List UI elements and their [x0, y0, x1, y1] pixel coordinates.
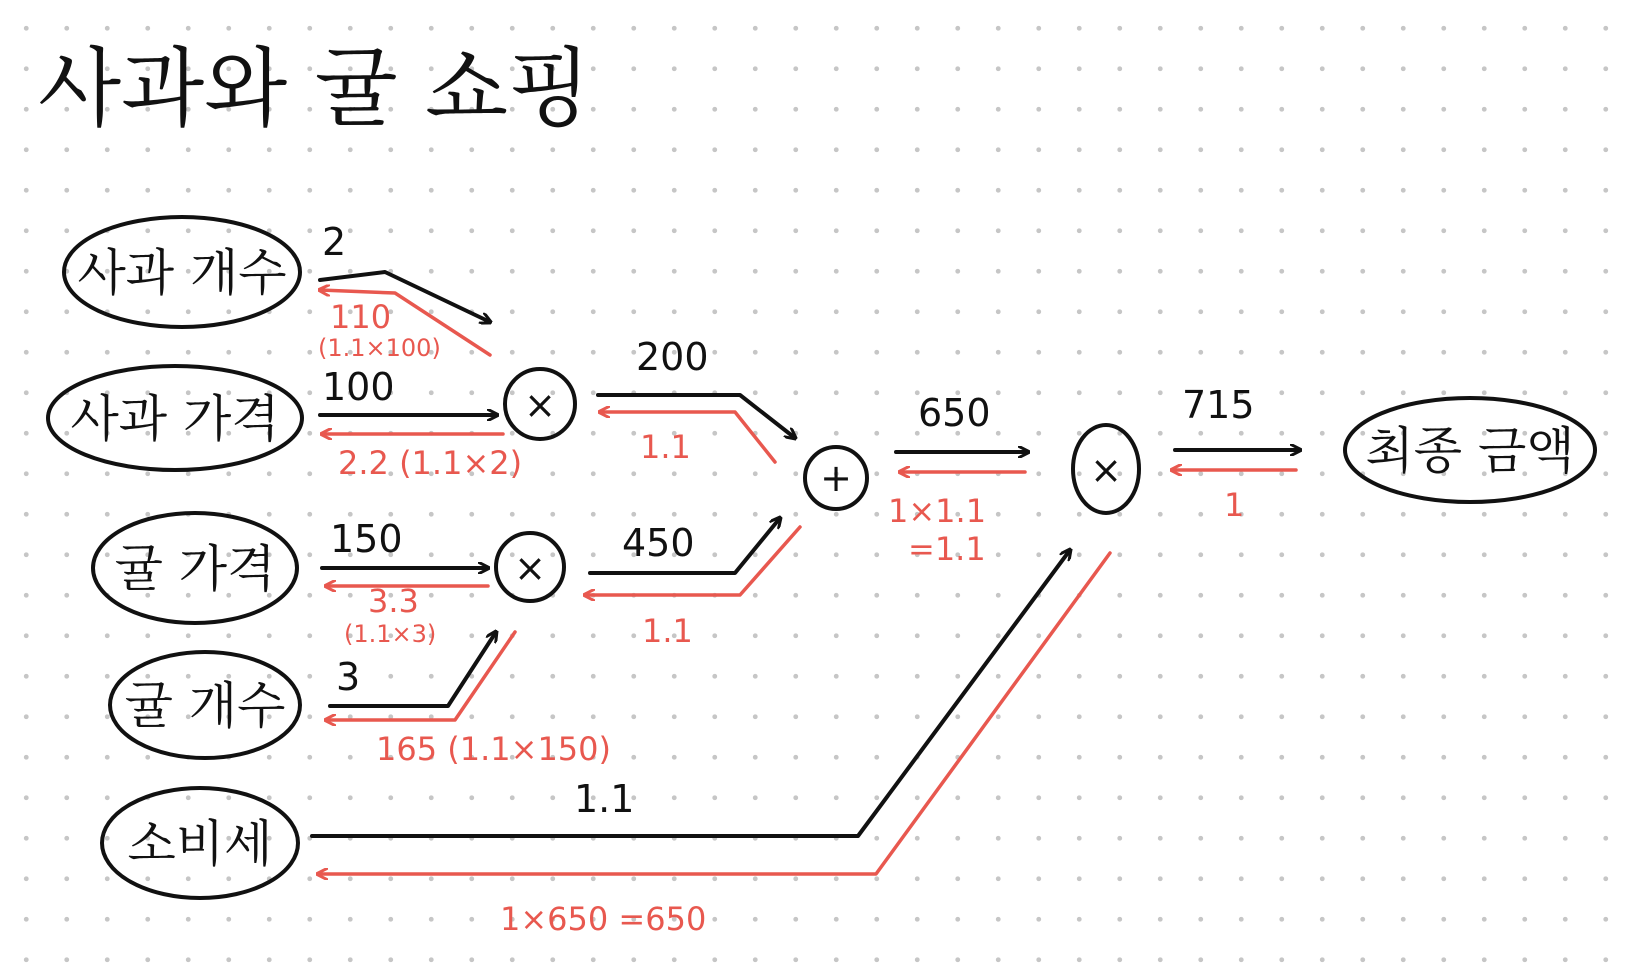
op-add — [805, 447, 867, 509]
backward-value-sum-line1: 1×1.1 — [888, 492, 987, 530]
forward-value-tax: 1.1 — [574, 777, 635, 821]
edge-forward-tax — [312, 550, 1070, 836]
op-multiply-apple — [505, 369, 575, 439]
forward-value-sum: 650 — [918, 391, 991, 435]
backward-value-orange-count: 165 (1.1×150) — [376, 730, 611, 768]
backward-calc-orange-price: (1.1×3) — [344, 620, 437, 648]
forward-value-apple-total: 200 — [636, 335, 709, 379]
backward-value-final: 1 — [1224, 486, 1245, 524]
node-tax — [102, 788, 298, 898]
backward-value-tax: 1×650 =650 — [500, 900, 707, 938]
node-orange-price — [93, 513, 297, 623]
backward-value-apple-total: 1.1 — [640, 428, 691, 466]
node-orange-count — [110, 652, 300, 758]
backward-value-sum-line2: =1.1 — [908, 530, 986, 568]
forward-value-final: 715 — [1182, 383, 1255, 427]
op-multiply-orange — [496, 533, 564, 601]
edge-forward-apple-total — [598, 395, 795, 438]
forward-value-apple-count: 2 — [322, 220, 347, 264]
node-apple-price — [48, 366, 302, 470]
backward-value-apple-price: 2.2 (1.1×2) — [338, 444, 523, 482]
node-orange-price-label: 귤 가격 — [114, 540, 276, 598]
backward-value-orange-price: 3.3 — [368, 582, 419, 620]
node-orange-count-label: 귤 개수 — [124, 677, 286, 735]
node-total — [1345, 398, 1595, 502]
forward-value-orange-price: 150 — [330, 517, 403, 561]
page-title: 사과와 귤 쇼핑 — [38, 39, 592, 139]
node-apple-count — [64, 217, 300, 327]
multiply-icon: × — [514, 546, 546, 590]
forward-value-apple-price: 100 — [322, 365, 395, 409]
backward-value-orange-total: 1.1 — [642, 612, 693, 650]
multiply-icon: × — [524, 383, 556, 427]
node-tax-label: 소비세 — [127, 815, 273, 873]
multiply-icon: × — [1090, 448, 1122, 492]
edge-backward-tax — [318, 553, 1110, 874]
forward-value-orange-count: 3 — [336, 655, 361, 699]
forward-value-orange-total: 450 — [622, 521, 695, 565]
op-multiply-tax — [1073, 425, 1139, 513]
backward-calc-apple-count: (1.1×100) — [318, 334, 441, 362]
backward-value-apple-count: 110 — [330, 298, 392, 336]
node-total-label: 최종 금액 — [1365, 422, 1575, 480]
node-apple-count-label: 사과 개수 — [77, 244, 287, 302]
node-apple-price-label: 사과 가격 — [70, 390, 280, 448]
plus-icon: + — [820, 456, 852, 500]
